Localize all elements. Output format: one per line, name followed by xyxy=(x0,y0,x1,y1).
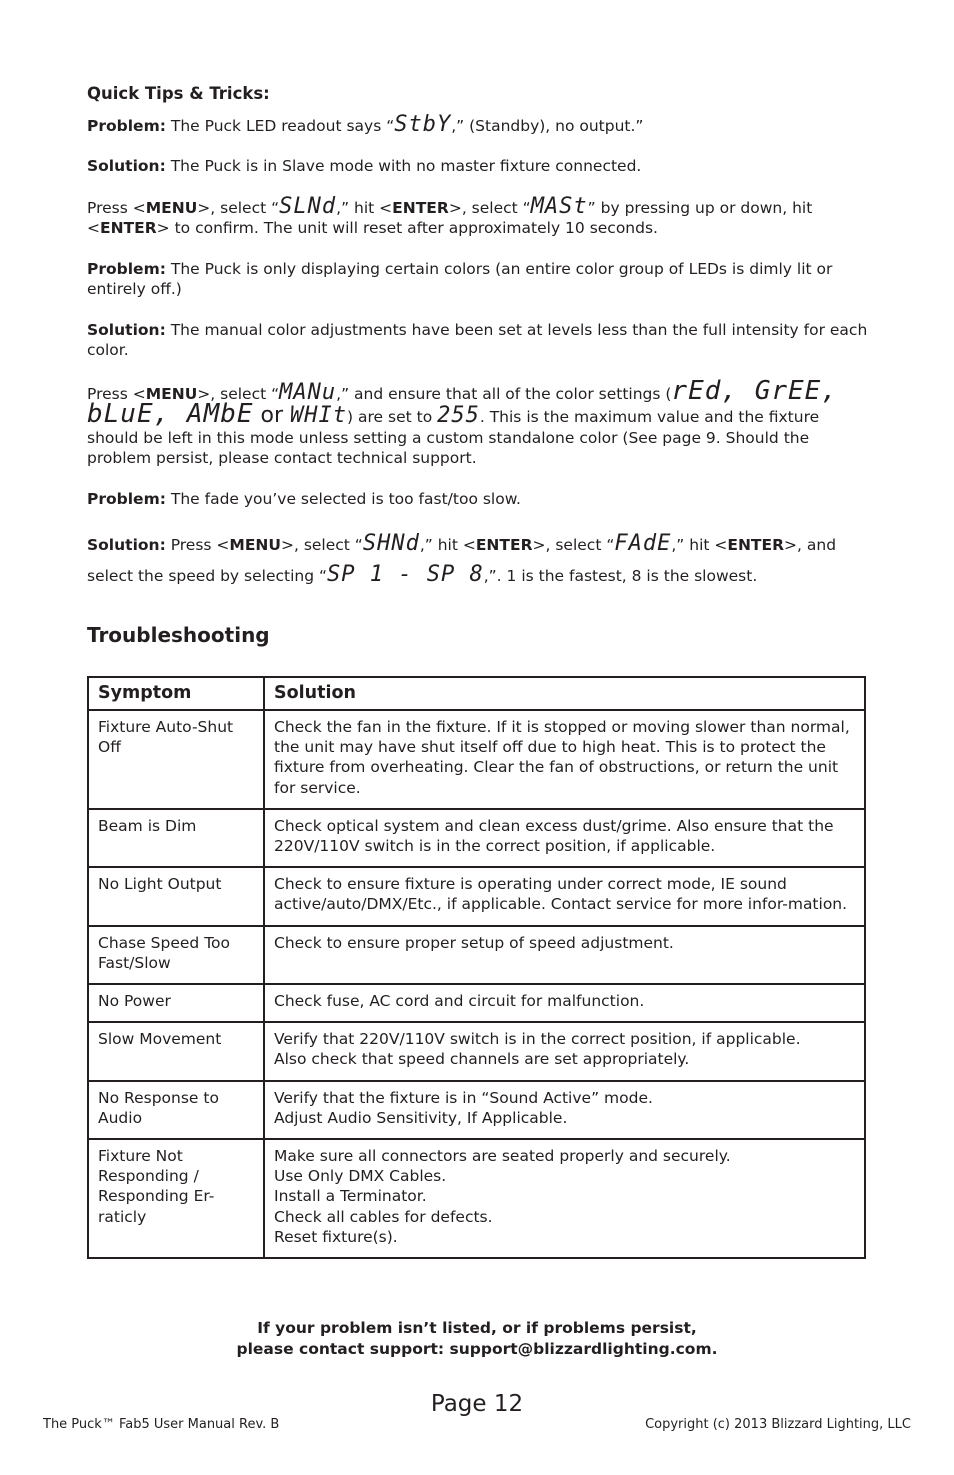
text: or xyxy=(253,403,291,428)
text: ,” hit < xyxy=(419,536,476,554)
solution-line: Check to ensure proper setup of speed adjustment. xyxy=(274,933,674,952)
table-row xyxy=(88,809,865,867)
footer-manual-title: The Puck™ Fab5 User Manual Rev. B xyxy=(43,1417,280,1432)
manual-page-content xyxy=(87,84,869,1259)
text: ,” hit < xyxy=(336,198,393,217)
solution-cell xyxy=(264,984,865,1022)
lcd-readout: WHIt xyxy=(290,403,348,428)
symptom-cell: Chase Speed Too Fast/Slow xyxy=(88,926,264,984)
table-header-row xyxy=(88,677,865,711)
text: ) are set to xyxy=(347,408,438,426)
solution-line: Adjust Audio Sensitivity, If Applicable. xyxy=(274,1108,568,1127)
quick-tips-heading: Quick Tips & Tricks: xyxy=(87,84,270,103)
enter-key: ENTER xyxy=(100,219,157,237)
lcd-readout: MASt xyxy=(530,193,588,219)
lcd-readout: FAdE xyxy=(614,531,672,556)
solution-line: Install a Terminator. xyxy=(274,1187,427,1206)
solution-line: Verify that 220V/110V switch is in the correct position, if applicable. xyxy=(274,1030,801,1049)
text: >, select “ xyxy=(448,198,531,217)
support-line-2: please contact support: support@blizzardlighting.com. xyxy=(236,1339,718,1358)
text: The Puck is in Slave mode with no master fixture connected. xyxy=(165,157,642,175)
solution-line: Also check that speed channels are set appropriately. xyxy=(274,1050,690,1069)
problem-label: Problem: xyxy=(87,116,166,135)
text: >, select “ xyxy=(197,384,280,403)
text: The manual color adjustments have been set at levels less than the full intensity for each color. xyxy=(87,320,868,359)
solution-cell xyxy=(264,710,865,809)
symptom-cell: Slow Movement xyxy=(88,1022,264,1080)
solution-cell xyxy=(264,1081,865,1139)
lcd-readout: SHNd xyxy=(362,531,420,556)
solution-cell xyxy=(264,867,865,925)
problem-label: Problem: xyxy=(87,259,166,278)
text: >, select “ xyxy=(532,536,615,554)
solution-line: Make sure all connectors are seated properly and securely. xyxy=(274,1147,731,1166)
text: > to confirm. The unit will reset after approximately 10 seconds. xyxy=(156,219,658,237)
text: >, and select the speed by selecting “ xyxy=(87,536,837,585)
lcd-readout: rEd, GrEE, bLuE, AMbE xyxy=(87,375,838,429)
solution-line: Check optical system and clean excess dust/grime. Also ensure that the 220V/110V switch is in the correct position, if applicable. xyxy=(274,816,834,856)
symptom-cell: No Response to Audio xyxy=(88,1081,264,1139)
text: ” by pressing up or down, hit < xyxy=(87,198,813,237)
symptom-cell: Fixture Auto-Shut Off xyxy=(88,710,264,809)
text: Press < xyxy=(87,384,146,403)
menu-key: MENU xyxy=(145,198,198,217)
solution-line: Reset fixture(s). xyxy=(274,1227,398,1246)
solution-label: Solution: xyxy=(87,536,166,554)
solution-cell xyxy=(264,1139,865,1258)
lcd-readout: SLNd xyxy=(279,193,337,219)
troubleshooting-table xyxy=(87,676,866,1260)
table-body xyxy=(88,710,865,1258)
menu-key: MENU xyxy=(229,536,281,554)
symptom-column-header: Symptom xyxy=(88,677,264,711)
solution-line: Check fuse, AC cord and circuit for malfunction. xyxy=(274,992,645,1011)
table-row xyxy=(88,984,865,1022)
lcd-readout: StbY xyxy=(394,111,452,137)
text: Press < xyxy=(87,198,146,217)
text: The Puck is only displaying certain colors (an entire color group of LEDs is dimly lit or entirely off.) xyxy=(87,259,833,298)
text: ,” (Standby), no output.” xyxy=(451,116,644,135)
text: The fade you’ve selected is too fast/too slow. xyxy=(165,489,521,508)
tip-problem-fade xyxy=(87,489,869,510)
solution-line: Check the fan in the fixture. If it is stopped or moving slower than normal, the unit may have shut itself off due to high heat. This is to protect the fixture from overheating. Clear the fan of obstructions, or return the unit for service. xyxy=(274,718,850,797)
tip-instructions-master xyxy=(87,193,869,239)
text: The Puck LED readout says “ xyxy=(165,116,395,135)
table-row xyxy=(88,1139,865,1258)
table-row xyxy=(88,867,865,925)
lcd-readout: MANu xyxy=(279,379,337,405)
text: >, select “ xyxy=(280,536,363,554)
symptom-cell: No Power xyxy=(88,984,264,1022)
symptom-cell: No Light Output xyxy=(88,867,264,925)
enter-key: ENTER xyxy=(392,198,449,217)
table-row xyxy=(88,926,865,984)
text: >, select “ xyxy=(197,198,280,217)
text: ,”. 1 is the fastest, 8 is the slowest. xyxy=(483,567,758,585)
table-row xyxy=(88,1022,865,1080)
lcd-readout: SP 1 - SP 8 xyxy=(327,562,484,587)
text: ,” hit < xyxy=(671,536,728,554)
page-number: Page 12 xyxy=(430,1391,524,1417)
solution-label: Solution: xyxy=(87,320,166,339)
solution-line: Check all cables for defects. xyxy=(274,1207,493,1226)
solution-cell xyxy=(264,926,865,984)
tip-solution-colors xyxy=(87,320,869,361)
symptom-cell: Fixture Not Responding / Responding Er-raticly xyxy=(88,1139,264,1258)
troubleshooting-heading: Troubleshooting xyxy=(87,623,270,647)
symptom-cell: Beam is Dim xyxy=(88,809,264,867)
tip-problem-colors xyxy=(87,259,869,300)
solution-cell xyxy=(264,1022,865,1080)
text: ,” and ensure that all of the color settings ( xyxy=(336,384,672,403)
solution-cell xyxy=(264,809,865,867)
problem-label: Problem: xyxy=(87,489,166,508)
enter-key: ENTER xyxy=(475,536,533,554)
footer-copyright: Copyright (c) 2013 Blizzard Lighting, LLC xyxy=(645,1417,911,1432)
solution-line: Use Only DMX Cables. xyxy=(274,1167,447,1186)
solution-column-header: Solution xyxy=(264,677,865,711)
solution-line: Verify that the fixture is in “Sound Active” mode. xyxy=(274,1088,653,1107)
support-line-1: If your problem isn’t listed, or if problems persist, xyxy=(257,1319,697,1337)
lcd-readout: 255 xyxy=(437,403,480,428)
tip-instructions-colors xyxy=(87,375,869,469)
tip-solution-slave xyxy=(87,156,869,177)
text: . This is the maximum value and the fixture should be left in this mode unless setting a custom standalone color (See page 9. Should the problem persist, please contact technical support. xyxy=(87,408,820,467)
enter-key: ENTER xyxy=(727,536,785,554)
solution-label: Solution: xyxy=(87,157,166,175)
text: Press < xyxy=(165,536,230,554)
table-row xyxy=(88,710,865,809)
tip-solution-fade xyxy=(87,529,869,591)
table-row xyxy=(88,1081,865,1139)
support-notice xyxy=(0,1318,954,1359)
menu-key: MENU xyxy=(145,384,198,403)
solution-line: Check to ensure fixture is operating under correct mode, IE sound active/auto/DMX/Etc., if applicable. Contact service for more infor-mation. xyxy=(274,875,848,914)
tip-problem-standby xyxy=(87,111,869,137)
